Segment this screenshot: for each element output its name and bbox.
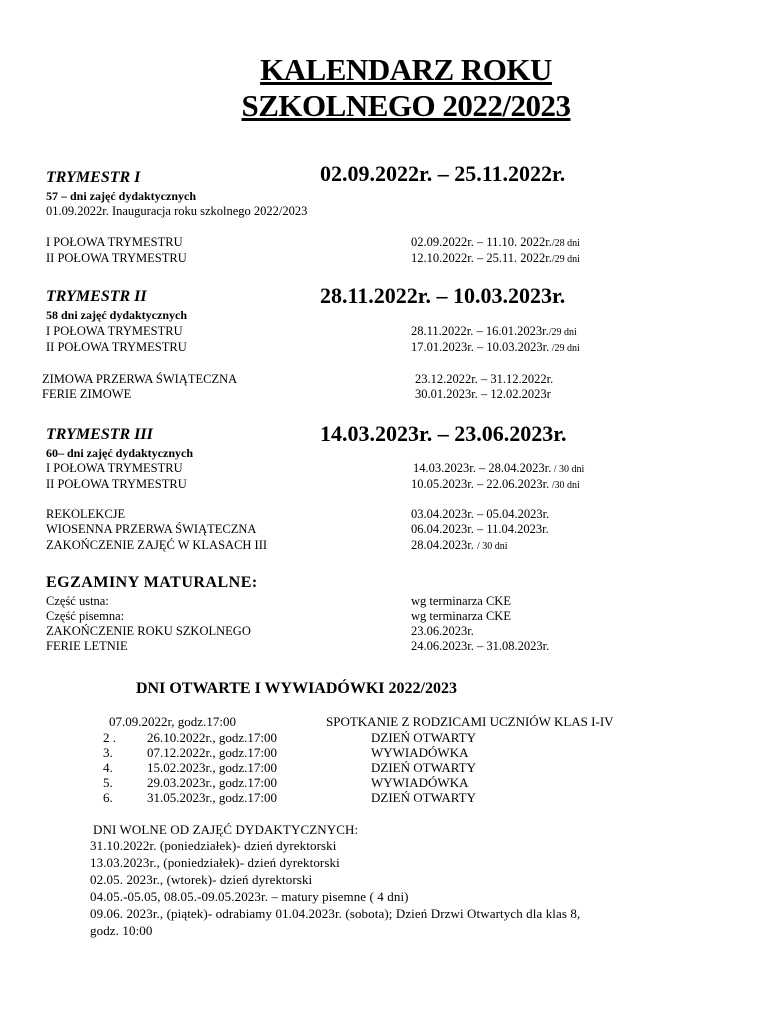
t1-half-2-label: II POŁOWA TRYMESTRU bbox=[46, 251, 187, 265]
winter-break-label: ZIMOWA PRZERWA ŚWIĄTECZNA bbox=[42, 372, 238, 386]
summer-holidays-value: 24.06.2023r. – 31.08.2023r. bbox=[411, 639, 550, 653]
trymestr-2-days: 58 dni zajęć dydaktycznych bbox=[46, 308, 187, 322]
meeting-2-desc: DZIEŃ OTWARTY bbox=[371, 730, 477, 745]
exams-heading: EGZAMINY MATURALNE: bbox=[46, 574, 258, 591]
t1-half-1-label: I POŁOWA TRYMESTRU bbox=[46, 235, 183, 249]
exam-written-value: wg terminarza CKE bbox=[411, 609, 511, 623]
t2-half-1-label: I POŁOWA TRYMESTRU bbox=[46, 324, 183, 338]
meeting-4-num: 4. bbox=[103, 760, 113, 775]
meeting-5-num: 5. bbox=[103, 775, 113, 790]
class3-end-dates: 28.04.2023r. / 30 dni bbox=[411, 538, 508, 552]
trymestr-3-days: 60– dni zajęć dydaktycznych bbox=[46, 446, 193, 460]
meeting-6-desc: DZIEŃ OTWARTY bbox=[371, 790, 477, 805]
winter-holidays-dates: 30.01.2023r. – 12.02.2023r bbox=[415, 387, 551, 401]
retreat-label: REKOLEKCJE bbox=[46, 507, 126, 521]
winter-break-dates: 23.12.2022r. – 31.12.2022r. bbox=[415, 372, 554, 386]
trymestr-3-dates: 14.03.2023r. – 23.06.2023r. bbox=[320, 421, 567, 446]
free-day-line-4: 04.05.-05.05, 08.05.-09.05.2023r. – matury pisemne ( 4 dni) bbox=[90, 889, 409, 904]
exam-oral-label: Część ustna: bbox=[46, 594, 109, 608]
summer-holidays-label: FERIE LETNIE bbox=[46, 639, 128, 653]
meeting-5-date: 29.03.2023r., godz.17:00 bbox=[147, 775, 277, 790]
meeting-6-date: 31.05.2023r., godz.17:00 bbox=[147, 790, 277, 805]
meeting-2-num: 2 . bbox=[103, 730, 116, 745]
t3-half-1-label: I POŁOWA TRYMESTRU bbox=[46, 461, 183, 475]
trymestr-2-dates: 28.11.2022r. – 10.03.2023r. bbox=[320, 283, 566, 308]
retreat-dates: 03.04.2023r. – 05.04.2023r. bbox=[411, 507, 550, 521]
year-end-value: 23.06.2023r. bbox=[411, 624, 474, 638]
trymestr-1-name: TRYMESTR I bbox=[46, 169, 141, 186]
free-day-line-1: 31.10.2022r. (poniedziałek)- dzień dyrektorski bbox=[90, 838, 337, 853]
spring-break-dates: 06.04.2023r. – 11.04.2023r. bbox=[411, 522, 549, 536]
t2-half-2-label: II POŁOWA TRYMESTRU bbox=[46, 340, 187, 354]
exam-written-label: Część pisemna: bbox=[46, 609, 125, 623]
exam-oral-value: wg terminarza CKE bbox=[411, 594, 511, 608]
trymestr-2-name: TRYMESTR II bbox=[46, 288, 147, 305]
trymestr-1-dates: 02.09.2022r. – 25.11.2022r. bbox=[320, 161, 566, 186]
trymestr-1-days: 57 – dni zajęć dydaktycznych bbox=[46, 189, 196, 203]
free-day-line-6: godz. 10:00 bbox=[90, 923, 153, 938]
title-line-1: KALENDARZ ROKU bbox=[260, 52, 552, 87]
title-line-2: SZKOLNEGO 2022/2023 bbox=[241, 88, 571, 123]
meeting-3-desc: WYWIADÓWKA bbox=[371, 745, 469, 760]
t1-half-2-dates: 12.10.2022r. – 25.11. 2022r./29 dni bbox=[411, 251, 580, 265]
meeting-5-desc: WYWIADÓWKA bbox=[371, 775, 469, 790]
t2-half-1-dates: 28.11.2022r. – 16.01.2023r./29 dni bbox=[411, 324, 577, 338]
t2-half-2-dates: 17.01.2023r. – 10.03.2023r. /29 dni bbox=[411, 340, 580, 354]
meeting-1-desc: SPOTKANIE Z RODZICAMI UCZNIÓW KLAS I-IV bbox=[326, 714, 614, 729]
t3-half-1-dates: 14.03.2023r. – 28.04.2023r. / 30 dni bbox=[413, 461, 585, 475]
free-day-line-3: 02.05. 2023r., (wtorek)- dzień dyrektorski bbox=[90, 872, 313, 887]
t3-half-2-dates: 10.05.2023r. – 22.06.2023r. /30 dni bbox=[411, 477, 580, 491]
year-end-label: ZAKOŃCZENIE ROKU SZKOLNEGO bbox=[46, 624, 251, 638]
meeting-3-num: 3. bbox=[103, 745, 113, 760]
meeting-3-date: 07.12.2022r., godz.17:00 bbox=[147, 745, 277, 760]
winter-holidays-label: FERIE ZIMOWE bbox=[42, 387, 132, 401]
meetings-heading: DNI OTWARTE I WYWIADÓWKI 2022/2023 bbox=[136, 680, 457, 697]
free-day-line-5: 09.06. 2023r., (piątek)- odrabiamy 01.04.2023r. (sobota); Dzień Drzwi Otwartych dla klas 8, bbox=[90, 906, 581, 921]
spring-break-label: WIOSENNA PRZERWA ŚWIĄTECZNA bbox=[46, 522, 257, 536]
meeting-6-num: 6. bbox=[103, 790, 113, 805]
meeting-4-desc: DZIEŃ OTWARTY bbox=[371, 760, 477, 775]
meeting-4-date: 15.02.2023r., godz.17:00 bbox=[147, 760, 277, 775]
class3-end-label: ZAKOŃCZENIE ZAJĘĆ W KLASACH III bbox=[46, 538, 268, 552]
inauguration: 01.09.2022r. Inauguracja roku szkolnego 2022/2023 bbox=[46, 204, 308, 218]
t1-half-1-dates: 02.09.2022r. – 11.10. 2022r./28 dni bbox=[411, 235, 580, 249]
meeting-1-date: 07.09.2022r, godz.17:00 bbox=[109, 714, 236, 729]
free-days-heading: DNI WOLNE OD ZAJĘĆ DYDAKTYCZNYCH: bbox=[93, 822, 359, 837]
trymestr-3-name: TRYMESTR III bbox=[46, 426, 153, 443]
t3-half-2-label: II POŁOWA TRYMESTRU bbox=[46, 477, 187, 491]
meeting-2-date: 26.10.2022r., godz.17:00 bbox=[147, 730, 277, 745]
free-day-line-2: 13.03.2023r., (poniedziałek)- dzień dyrektorski bbox=[90, 855, 340, 870]
